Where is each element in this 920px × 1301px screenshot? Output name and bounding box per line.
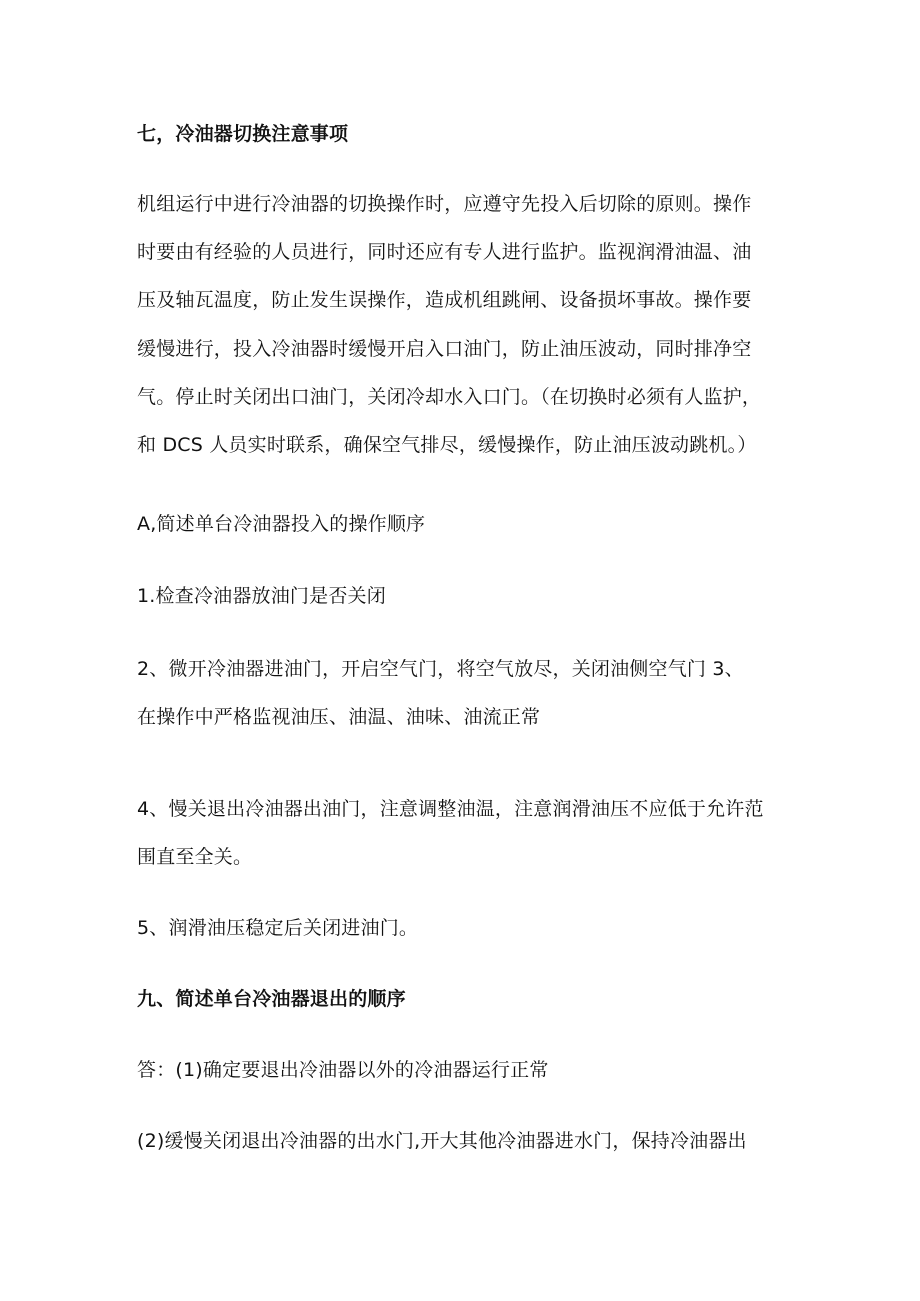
step-5: 5、润滑油压稳定后关闭进油门。 bbox=[137, 917, 419, 939]
section-7-paragraph-line-2: 时要由有经验的人员进行，同时还应有专人进行监护。监视润滑油温、油 bbox=[137, 241, 752, 263]
section-7-paragraph-line-4: 缓慢进行，投入冷油器时缓慢开启入口油门，防止油压波动，同时排净空 bbox=[137, 338, 752, 360]
step-1: 1.检查冷油器放油门是否关闭 bbox=[137, 585, 386, 607]
section-9-heading: 九、简述单台冷油器退出的顺序 bbox=[137, 988, 406, 1010]
section-7-heading: 七，冷油器切换注意事项 bbox=[137, 123, 349, 145]
section-7-paragraph-line-1: 机组运行中进行冷油器的切换操作时，应遵守先投入后切除的原则。操作 bbox=[137, 193, 752, 215]
answer-line-2: (2)缓慢关闭退出冷油器的出水门,开大其他冷油器进水门，保持冷油器出 bbox=[137, 1130, 747, 1152]
step-2-line-2: 在操作中严格监视油压、油温、油味、油流正常 bbox=[137, 706, 541, 728]
subsection-a-heading: A,简述单台冷油器投入的操作顺序 bbox=[137, 513, 426, 535]
step-4-line-2: 围直至全关。 bbox=[137, 846, 253, 868]
step-4-line-1: 4、慢关退出冷油器出油门，注意调整油温，注意润滑油压不应低于允许范 bbox=[137, 798, 764, 820]
section-7-paragraph-line-3: 压及轴瓦温度，防止发生误操作，造成机组跳闸、设备损坏事故。操作要 bbox=[137, 289, 752, 311]
answer-line-1: 答：(1)确定要退出冷油器以外的冷油器运行正常 bbox=[137, 1059, 549, 1081]
step-2-line-1: 2、微开冷油器进油门，开启空气门，将空气放尽，关闭油侧空气门 3、 bbox=[137, 658, 744, 680]
section-7-paragraph-line-5: 气。停止时关闭出口油门，关闭冷却水入口门。（在切换时必须有人监护， bbox=[137, 386, 762, 408]
section-7-paragraph-line-6: 和 DCS 人员实时联系，确保空气排尽，缓慢操作，防止油压波动跳机。） bbox=[137, 434, 757, 456]
